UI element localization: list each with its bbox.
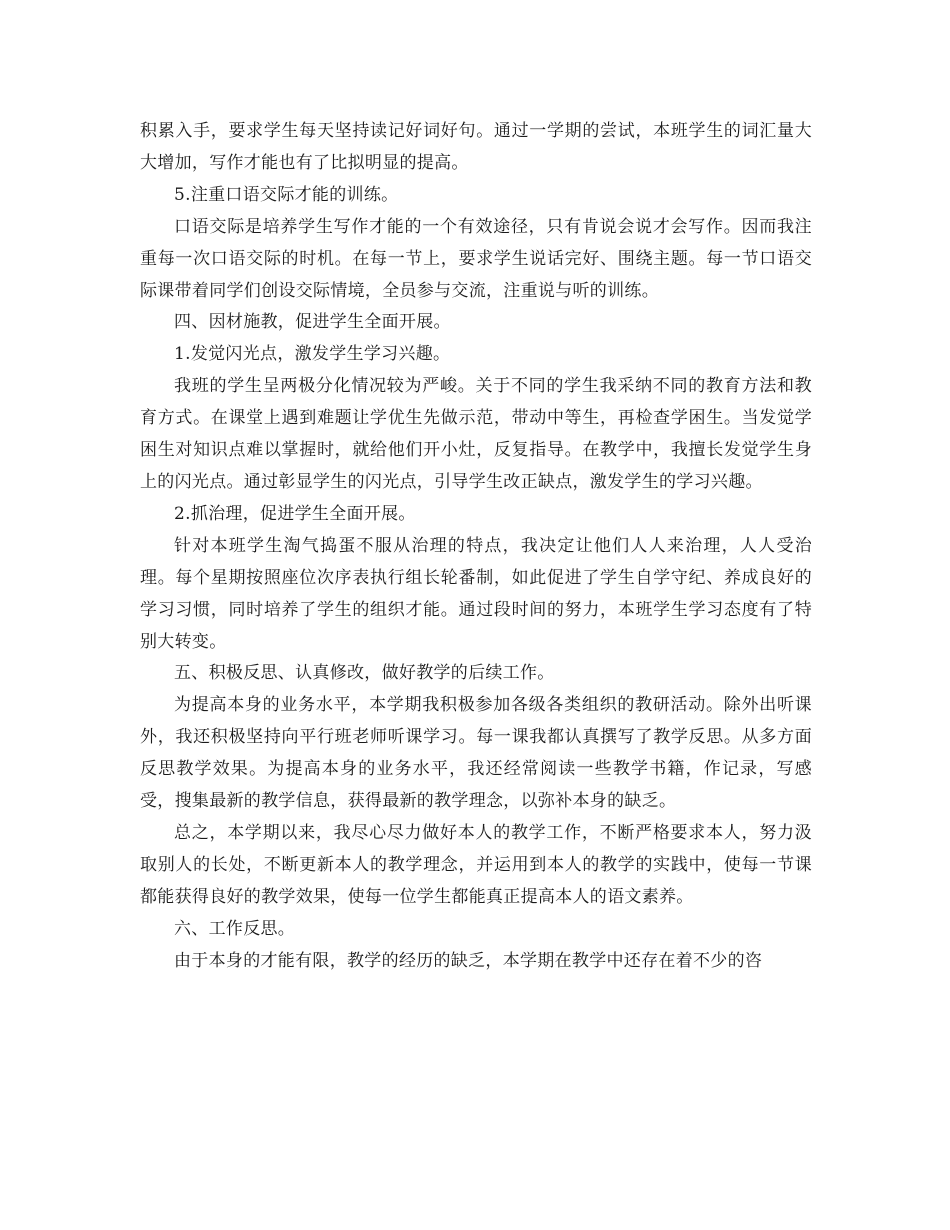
document-body bbox=[140, 116, 812, 977]
paragraph-2: 5.注重口语交际才能的训练。 bbox=[174, 184, 399, 205]
section-heading-4: 四、因材施教，促进学生全面开展。 bbox=[174, 312, 451, 333]
paragraph-6: 我班的学生呈两极分化情况较为严峻。关于不同的学生我采纳不同的教育方法和教育方式。在课堂上遇到难题让学优生先做示范，带动中等生，再检查学困生。当发觉学困生对知识点难以掌握时，就给他们开小灶，反复指导。在教学中，我擅长发觉学生身上的闪光点。通过彰显学生的闪光点，引导学生改正缺点，激发学生的学习兴趣。 bbox=[140, 376, 812, 492]
paragraph-13: 由于本身的才能有限，教学的经历的缺乏，本学期在教学中还存在着不少的咨 bbox=[174, 950, 763, 971]
paragraph-11: 总之，本学期以来，我尽心尽力做好本人的教学工作，不断严格要求本人，努力汲取别人的长处，不断更新本人的教学理念，并运用到本人的教学的实践中，使每一节课都能获得良好的教学效果，使每一位学生都能真正提高本人的语文素养。 bbox=[140, 822, 812, 907]
paragraph-1: 积累入手，要求学生每天坚持读记好词好句。通过一学期的尝试，本班学生的词汇量大大增加，写作才能也有了比拟明显的提高。 bbox=[140, 121, 812, 173]
section-heading-6: 六、工作反思。 bbox=[174, 918, 296, 939]
section-heading-5: 五、积极反思、认真修改，做好教学的后续工作。 bbox=[174, 663, 555, 684]
paragraph-3: 口语交际是培养学生写作才能的一个有效途径，只有肯说会说才会写作。因而我注重每一次口语交际的时机。在每一节上，要求学生说话完好、围绕主题。每一节口语交际课带着同学们创设交际情境，全员参与交流，注重说与听的训练。 bbox=[140, 216, 812, 301]
paragraph-8: 针对本班学生淘气捣蛋不服从治理的特点，我决定让他们人人来治理，人人受治理。每个星期按照座位次序表执行组长轮番制，如此促进了学生自学守纪、养成良好的学习习惯，同时培养了学生的组织才能。通过段时间的努力，本班学生学习态度有了特别大转变。 bbox=[140, 535, 812, 652]
subheading-2: 2.抓治理，促进学生全面开展。 bbox=[174, 503, 416, 524]
paragraph-10: 为提高本身的业务水平，本学期我积极参加各级各类组织的教研活动。除外出听课外，我还积极坚持向平行班老师听课学习。每一课我都认真撰写了教学反思。从多方面反思教学效果。为提高本身的业务水平，我还经常阅读一些教学书籍，作记录，写感受，搜集最新的教学信息，获得最新的教学理念，以弥补本身的缺乏。 bbox=[140, 695, 812, 812]
subheading-1: 1.发觉闪光点，激发学生学习兴趣。 bbox=[174, 344, 451, 365]
